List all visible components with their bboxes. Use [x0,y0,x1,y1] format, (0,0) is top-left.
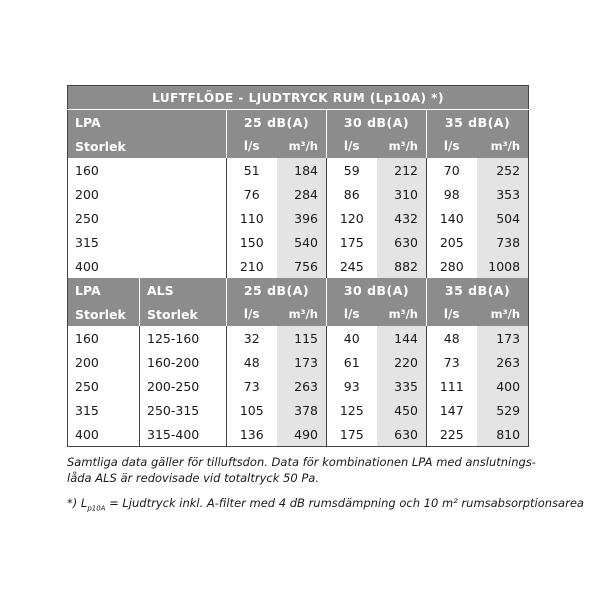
flow-ls-cell: 73 [427,350,477,374]
section2-header-row [68,278,529,302]
flow-m3h-cell: 450 [377,398,427,422]
storlek-label: Storlek [140,302,227,326]
flow-m3h-cell: 353 [477,182,529,206]
flow-ls-cell: 105 [227,398,277,422]
lpa-size-cell: 160 [68,158,227,182]
flow-ls-cell: 98 [427,182,477,206]
flow-ls-cell: 70 [427,158,477,182]
flow-ls-cell: 140 [427,206,477,230]
flow-ls-cell: 48 [227,350,277,374]
flow-m3h-cell: 540 [277,230,327,254]
storlek-label: Storlek [68,134,227,158]
unit-m3h: m³/h [377,302,427,326]
flow-m3h-cell: 263 [477,350,529,374]
lpa-size-cell: 400 [68,422,140,447]
flow-m3h-cell: 400 [477,374,529,398]
flow-ls-cell: 110 [227,206,277,230]
flow-m3h-cell: 529 [477,398,529,422]
storlek-label: Storlek [68,302,140,326]
lpa-size-cell: 200 [68,182,227,206]
flow-ls-cell: 32 [227,326,277,350]
unit-m3h: m³/h [277,302,327,326]
lpa-size-cell: 200 [68,350,140,374]
flow-m3h-cell: 220 [377,350,427,374]
flow-m3h-cell: 378 [277,398,327,422]
group-30db: 30 dB(A) [327,278,427,302]
flow-m3h-cell: 115 [277,326,327,350]
lpa-size-cell: 315 [68,230,227,254]
unit-m3h: m³/h [277,134,327,158]
flow-ls-cell: 93 [327,374,377,398]
flow-ls-cell: 86 [327,182,377,206]
table-row [68,398,529,422]
table-row [68,206,529,230]
flow-ls-cell: 120 [327,206,377,230]
flow-m3h-cell: 630 [377,422,427,447]
lpa-size-cell: 315 [68,398,140,422]
footnote: Samtliga data gäller för tilluftsdon. Data för kombinationen LPA med anslutnings-låda ALS är redovisade vid totaltryck 50 Pa. [67,455,536,485]
flow-ls-cell: 125 [327,398,377,422]
section2-units-row [68,302,529,326]
flow-m3h-cell: 490 [277,422,327,447]
lpa-label: LPA [68,278,140,302]
flow-m3h-cell: 263 [277,374,327,398]
flow-ls-cell: 175 [327,230,377,254]
unit-ls: l/s [427,134,477,158]
table-row [68,326,529,350]
flow-ls-cell: 150 [227,230,277,254]
flow-m3h-cell: 396 [277,206,327,230]
flow-m3h-cell: 310 [377,182,427,206]
flow-ls-cell: 245 [327,254,377,278]
unit-m3h: m³/h [477,302,529,326]
flow-ls-cell: 73 [227,374,277,398]
als-size-cell: 315-400 [140,422,227,447]
section1-body [68,158,529,278]
flow-m3h-cell: 252 [477,158,529,182]
flow-m3h-cell: 284 [277,182,327,206]
section2-body [68,326,529,447]
group-30db: 30 dB(A) [327,110,427,135]
flow-m3h-cell: 504 [477,206,529,230]
flow-m3h-cell: 1008 [477,254,529,278]
lpa-size-cell: 250 [68,206,227,230]
flow-ls-cell: 175 [327,422,377,447]
flow-ls-cell: 225 [427,422,477,447]
unit-m3h: m³/h [377,134,427,158]
als-size-cell: 125-160 [140,326,227,350]
unit-ls: l/s [327,302,377,326]
table-row [68,422,529,447]
flow-ls-cell: 210 [227,254,277,278]
unit-ls: l/s [227,134,277,158]
flow-ls-cell: 280 [427,254,477,278]
section1-header-row [68,110,529,135]
group-25db: 25 dB(A) [227,278,327,302]
flow-m3h-cell: 173 [277,350,327,374]
flow-m3h-cell: 144 [377,326,427,350]
footnote-text: = Ljudtryck inkl. A-filter med 4 dB rumsdämpning och 10 m² rumsabsorptionsarea [105,496,584,510]
flow-ls-cell: 61 [327,350,377,374]
table-row [68,182,529,206]
table-title: LUFTFLÖDE - LJUDTRYCK RUM (Lp10A) *) [68,86,529,110]
als-size-cell: 250-315 [140,398,227,422]
airflow-sound-table [67,85,529,447]
flow-m3h-cell: 432 [377,206,427,230]
als-size-cell: 160-200 [140,350,227,374]
footnote-prefix: *) L [67,496,88,510]
flow-ls-cell: 48 [427,326,477,350]
unit-ls: l/s [427,302,477,326]
flow-ls-cell: 40 [327,326,377,350]
flow-m3h-cell: 882 [377,254,427,278]
data-sheet [67,85,584,516]
als-size-cell: 200-250 [140,374,227,398]
section1-units-row [68,134,529,158]
footnote-subscript: p10A [87,504,106,513]
lpa-label: LPA [68,110,227,135]
flow-m3h-cell: 738 [477,230,529,254]
flow-m3h-cell: 756 [277,254,327,278]
flow-ls-cell: 59 [327,158,377,182]
group-35db: 35 dB(A) [427,278,529,302]
flow-m3h-cell: 810 [477,422,529,447]
unit-ls: l/s [327,134,377,158]
lpa-size-cell: 160 [68,326,140,350]
flow-ls-cell: 111 [427,374,477,398]
group-35db: 35 dB(A) [427,110,529,135]
flow-ls-cell: 147 [427,398,477,422]
als-label: ALS [140,278,227,302]
lpa-size-cell: 250 [68,374,140,398]
flow-ls-cell: 205 [427,230,477,254]
flow-m3h-cell: 335 [377,374,427,398]
flow-ls-cell: 76 [227,182,277,206]
footnote-definition [67,495,584,516]
table-row [68,158,529,182]
flow-ls-cell: 51 [227,158,277,182]
unit-m3h: m³/h [477,134,529,158]
table-row [68,254,529,278]
flow-m3h-cell: 184 [277,158,327,182]
flow-m3h-cell: 212 [377,158,427,182]
flow-ls-cell: 136 [227,422,277,447]
group-25db: 25 dB(A) [227,110,327,135]
table-row [68,374,529,398]
unit-ls: l/s [227,302,277,326]
table-row [68,230,529,254]
lpa-size-cell: 400 [68,254,227,278]
flow-m3h-cell: 630 [377,230,427,254]
flow-m3h-cell: 173 [477,326,529,350]
table-title-row [68,86,529,110]
table-row [68,350,529,374]
